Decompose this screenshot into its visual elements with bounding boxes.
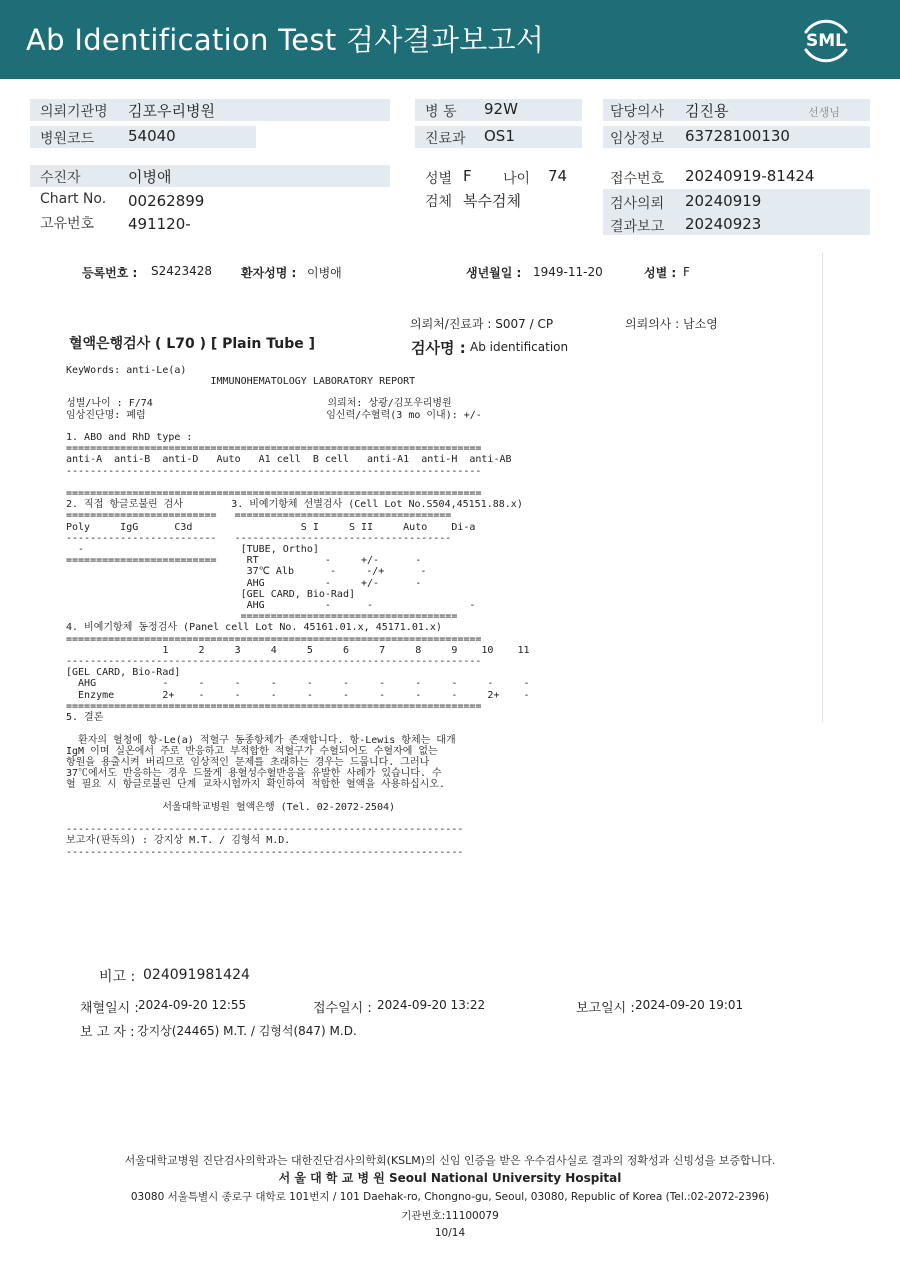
doctor-label: 담당의사: [610, 104, 665, 120]
institution-number: 기관번호:11100079: [401, 1210, 499, 1222]
hospital-name: 서 울 대 학 교 병 원 Seoul National University Hospital: [278, 1171, 622, 1185]
remark-label: 비고 :: [99, 969, 136, 985]
sex-value-2: F: [683, 265, 690, 279]
dob-label: 생년월일 :: [466, 266, 522, 280]
age-label: 나이: [503, 171, 531, 187]
test-name-label: 검사명 :: [411, 339, 466, 357]
collect-value: 2024-09-20 12:55: [138, 998, 247, 1012]
ward-value: 92W: [484, 100, 518, 118]
report-body: IMMUNOHEMATOLOGY LABORATORY REPORT 성별/나이 : F/74 의뢰처: 상광/김포우리병원 임상진단명: 폐렴 임신력/수혈력(3 mo 이내): +/- 1. ABO and RhD type : ===================================================================== anti-A anti-B anti-D Auto A1 cell B cell anti-A1 anti-H anti-AB --------------------------------------------------------------------- ===================================================================== 2. 직접 항글로불린 검사 3. 비예기항체 선별검사 (Cell Lot No.S504,45151.88.x) ========================= ==================================== Poly IgG C3d S I S II Auto Di-a ------------------------- ------------------------------------ - [TUBE, Ortho] ========================= RT - +/- - 37℃ Alb - -/+ - AHG - +/- - [GEL CARD, Bio-Rad] AHG - - - ==================================== 4. 비예기항체 동정검사 (Panel cell Lot No. 45161.01.x, 45171.01.x) ===================================================================== 1 2 3 4 5 6 7 8 9 10 11 --------------------------------------------------------------------- [GEL CARD, Bio-Rad] AHG - - - - - - - - - - - Enzyme 2+ - - - - - - - - 2+ - ===================================================================== 5. 결론 환자의 혈청에 항-Le(a) 적혈구 동종항체가 존재합니다. 항-Lewis 항체는 대개 IgM 이며 실온에서 주로 반응하고 부적합한 적혈구가 수혈되어도 수혈자에 없는 항원을 용출시켜 버리므로 임상적인 문제를 초래하는 경우는 드뭅니다. 그러나 37℃에서도 반응하는 경우 드물게 용혈성수혈반응을 유발한 사례가 있습니다. 수 혈 필요 시 항글로불린 단계 교차시험까지 확인하여 적합한 혈액을 사용하십시오. 서울대학교병원 혈액은행 (Tel. 02-2072-2504) ------------------------------------------------------------------ 보고자(판독의) : 강지상 M.T. / 김형석 M.D. ------------------------------------------------------------------: [66, 376, 530, 858]
unique-label: 고유번호: [40, 216, 95, 232]
report-separator: [822, 252, 823, 722]
svg-text:SML: SML: [806, 31, 846, 51]
unique-value: 491120-: [128, 215, 191, 233]
specimen-value: 복수검체: [463, 192, 521, 210]
ward-label: 병 동: [425, 104, 457, 120]
clinical-info-value: 63728100130: [685, 127, 790, 145]
reg-label: 등록번호 :: [82, 266, 138, 280]
reporter-label: 보 고 자 :: [80, 1025, 135, 1040]
sex-label: 성별: [425, 171, 453, 187]
test-name-value: Ab identification: [470, 340, 569, 354]
doctor-suffix: 선생님: [808, 106, 840, 119]
remark-value: 024091981424: [143, 967, 250, 983]
page-number: 10/14: [434, 1227, 466, 1239]
referring-doctor: 의뢰의사 : 남소영: [625, 317, 718, 331]
receipt-label: 접수번호: [610, 171, 665, 187]
collect-label: 채혈일시 :: [80, 1001, 139, 1016]
name-value: 이병애: [307, 266, 342, 280]
clinical-info-label: 임상정보: [610, 131, 665, 147]
request-label: 검사의뢰: [610, 196, 665, 212]
request-value: 20240919: [685, 192, 762, 210]
institution-label: 의뢰기관명: [40, 104, 108, 120]
age-value: 74: [548, 167, 568, 185]
dob-value: 1949-11-20: [533, 265, 603, 279]
referral: 의뢰처/진료과 : S007 / CP: [410, 317, 554, 331]
sex-value: F: [463, 167, 472, 185]
report-title: Ab Identification Test 검사결과보고서: [26, 23, 545, 57]
report-header: [0, 0, 900, 79]
info-bar: [30, 165, 390, 187]
hospital-code-value: 54040: [128, 127, 176, 145]
reg-value: S2423428: [151, 264, 213, 278]
keywords: KeyWords: anti-Le(a): [66, 365, 187, 376]
chart-value: 00262899: [128, 192, 205, 210]
institution-value: 김포우리병원: [128, 102, 215, 120]
patient-value: 이병애: [128, 168, 172, 186]
chart-label: Chart No.: [40, 191, 107, 207]
doctor-value: 김진용: [685, 102, 729, 120]
report-time-label: 보고일시 :: [576, 1001, 635, 1016]
sex-label-2: 성별 :: [644, 266, 677, 280]
patient-label: 수진자: [40, 170, 81, 186]
test-group: 혈액은행검사 ( L70 ) [ Plain Tube ]: [69, 336, 316, 352]
accept-value: 2024-09-20 13:22: [377, 998, 486, 1012]
hospital-code-label: 병원코드: [40, 131, 95, 147]
hospital-address: 03080 서울특별시 종로구 대학로 101번지 / 101 Daehak-ro, Chongno-gu, Seoul, 03080, Republic of Korea (Tel.:02-2072-2396): [130, 1191, 770, 1203]
sml-logo-icon: [798, 12, 854, 68]
result-report-value: 20240923: [685, 215, 762, 233]
accept-label: 접수일시 :: [313, 1001, 372, 1016]
reporter-value: 강지상(24465) M.T. / 김형석(847) M.D.: [137, 1024, 357, 1038]
receipt-value: 20240919-81424: [685, 167, 815, 185]
report-time-value: 2024-09-20 19:01: [635, 998, 744, 1012]
result-report-label: 결과보고: [610, 219, 665, 235]
dept-label: 진료과: [425, 131, 466, 147]
certification-note: 서울대학교병원 진단검사의학과는 대한진단검사의학회(KSLM)의 신임 인증을 받은 우수검사실로 결과의 정확성과 신빙성을 보증합니다.: [124, 1154, 776, 1167]
dept-value: OS1: [484, 127, 515, 145]
name-label: 환자성명 :: [241, 266, 297, 280]
specimen-label: 검체: [425, 194, 453, 210]
